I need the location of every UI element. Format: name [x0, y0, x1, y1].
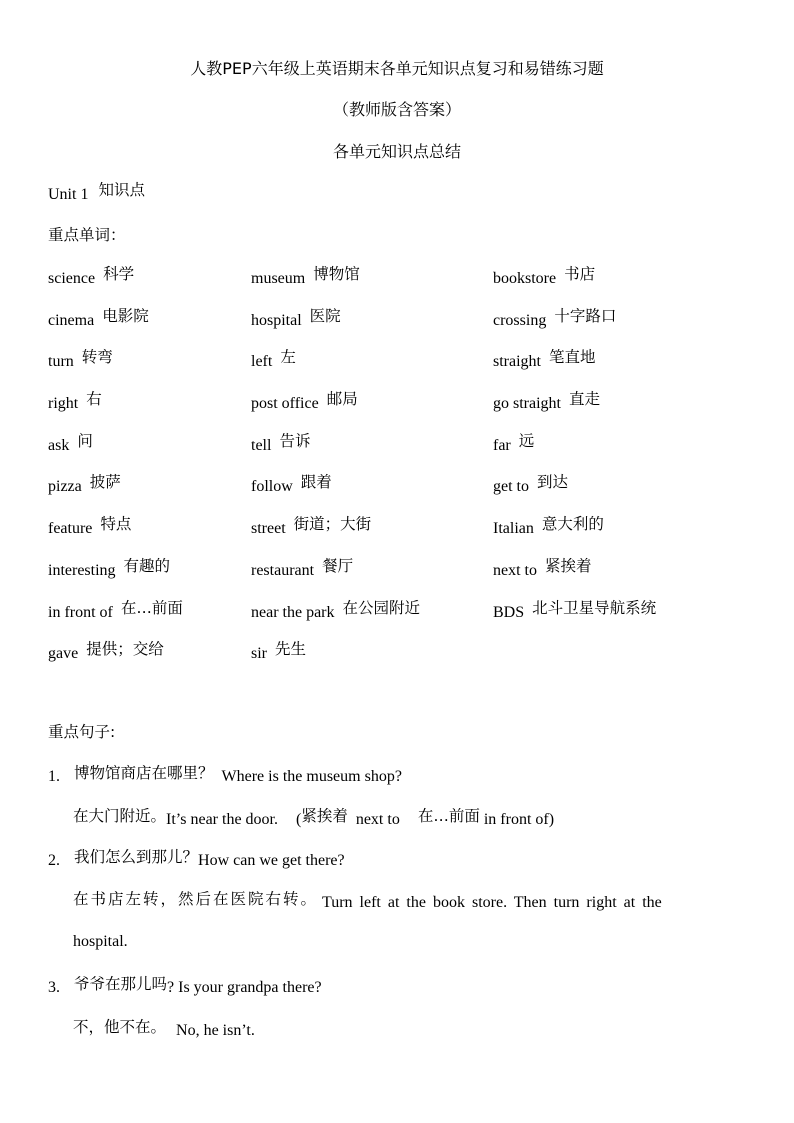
- vocab-word-en: science: [48, 270, 96, 287]
- sentence-1-answer: [73, 807, 554, 829]
- vocab-word-zh: 紧挨着: [545, 556, 592, 575]
- vocab-word-zh: 先生: [275, 640, 307, 659]
- vocab-word-zh: 左: [280, 348, 296, 367]
- vocab-word-zh: 笔直地: [549, 348, 596, 367]
- answer-en: Turn left at the book store. Then turn right at the: [322, 894, 662, 911]
- vocab-word-en: near the park: [251, 603, 335, 621]
- vocab-item: [48, 641, 164, 663]
- vocab-word-zh: 转弯: [81, 348, 113, 367]
- vocab-word-en: gave: [48, 645, 79, 663]
- vocab-word-en: Italian: [493, 520, 534, 538]
- vocab-word-en: bookstore: [493, 270, 557, 287]
- sentence-2-question: [48, 848, 345, 870]
- answer-en: It’s near the door.: [166, 811, 278, 828]
- unit-label: Unit 1: [48, 186, 89, 203]
- vocab-list: [0, 262, 794, 679]
- vocab-word-en: hospital: [251, 311, 302, 329]
- note-open: (: [295, 811, 302, 828]
- vocab-word-en: in front of: [48, 603, 113, 621]
- vocab-word-en: next to: [493, 561, 537, 579]
- vocab-word-zh: 跟着: [300, 473, 332, 492]
- vocab-row: [0, 554, 794, 596]
- note-en-2: in front of): [483, 811, 555, 828]
- page-subtitle: （教师版含答案）: [332, 100, 461, 119]
- vocab-row: [0, 637, 794, 679]
- vocab-row: [0, 345, 794, 387]
- vocab-word-zh: 告诉: [279, 431, 311, 450]
- unit-heading: [48, 182, 145, 204]
- vocab-item: [493, 600, 656, 622]
- question-en: Where is the museum shop?: [221, 768, 402, 785]
- words-heading: 重点单词：: [48, 226, 126, 244]
- sentence-number: 3.: [48, 979, 60, 996]
- vocab-word-en: go straight: [493, 395, 561, 413]
- vocab-row: [0, 596, 794, 638]
- vocab-item: [48, 433, 93, 455]
- note-zh-1: 紧挨着: [301, 807, 348, 825]
- vocab-item: [251, 433, 310, 455]
- answer-zh: 在大门附近。: [73, 807, 167, 825]
- vocab-item: [493, 558, 592, 580]
- answer-en-cont: hospital.: [73, 933, 128, 950]
- vocab-row: [0, 387, 794, 429]
- vocab-word-zh: 科学: [103, 265, 135, 283]
- sentence-number: 1.: [48, 768, 60, 785]
- vocab-word-en: BDS: [493, 603, 525, 621]
- vocab-word-en: left: [251, 353, 273, 371]
- vocab-word-en: pizza: [48, 478, 82, 496]
- vocab-word-zh: 右: [86, 390, 102, 409]
- vocab-word-en: crossing: [493, 311, 547, 329]
- vocab-item: [493, 308, 616, 330]
- answer-zh: 在书店左转，然后在医院右转。: [73, 890, 319, 908]
- vocab-word-zh: 问: [77, 431, 93, 450]
- vocab-word-en: post office: [251, 395, 319, 413]
- sentences-heading: 重点句子:: [48, 723, 116, 741]
- vocab-word-en: turn: [48, 353, 74, 371]
- vocab-row: [0, 512, 794, 554]
- vocab-word-zh: 十字路口: [554, 306, 617, 325]
- vocab-word-zh: 邮局: [326, 390, 358, 409]
- vocab-row: [0, 262, 794, 304]
- vocab-item: [48, 349, 113, 371]
- vocab-word-en: follow: [251, 478, 293, 496]
- answer-en: No, he isn’t.: [176, 1022, 255, 1039]
- vocab-row: [0, 429, 794, 471]
- vocab-row: [0, 470, 794, 512]
- vocab-word-en: straight: [493, 353, 541, 371]
- vocab-word-en: cinema: [48, 311, 95, 329]
- vocab-item: [493, 433, 534, 455]
- vocab-word-en: get to: [493, 478, 529, 496]
- vocab-item: [251, 641, 306, 663]
- vocab-word-zh: 提供；交给: [86, 640, 164, 659]
- note-en-1: next to: [355, 811, 400, 828]
- vocab-word-zh: 书店: [564, 265, 596, 283]
- vocab-word-en: street: [251, 520, 286, 538]
- vocab-word-en: sir: [251, 645, 267, 663]
- sentence-3-question: [48, 975, 322, 997]
- vocab-word-zh: 餐厅: [322, 556, 354, 575]
- page-title: 人教PEP六年级上英语期末各单元知识点复习和易错练习题: [190, 59, 604, 78]
- vocab-word-zh: 特点: [100, 515, 132, 534]
- vocab-word-zh: 有趣的: [123, 556, 171, 575]
- vocab-word-zh: 披萨: [89, 473, 121, 492]
- vocab-item: [48, 474, 121, 496]
- vocab-word-zh: 博物馆: [313, 265, 360, 283]
- vocab-item: [493, 266, 595, 288]
- vocab-item: [251, 474, 332, 496]
- vocab-item: [48, 558, 170, 580]
- sentence-2-answer: [73, 890, 747, 912]
- vocab-item: [251, 516, 371, 538]
- vocab-item: [493, 391, 600, 413]
- vocab-item: [48, 308, 149, 330]
- sentence-2-answer-cont: [73, 933, 128, 951]
- vocab-item: [493, 516, 604, 538]
- vocab-item: [48, 516, 131, 538]
- vocab-word-en: right: [48, 395, 79, 413]
- vocab-word-en: interesting: [48, 561, 116, 579]
- sentence-3-answer: [73, 1018, 255, 1040]
- vocab-word-zh: 街道；大街: [293, 515, 372, 534]
- vocab-item: [251, 600, 420, 622]
- vocab-item: [48, 600, 183, 622]
- question-zh: 爷爷在那儿吗: [74, 975, 168, 993]
- vocab-word-zh: 在…前面: [120, 598, 183, 617]
- vocab-word-en: feature: [48, 520, 93, 538]
- unit-label-zh: 知识点: [98, 181, 145, 199]
- sentence-number: 2.: [48, 852, 60, 869]
- vocab-word-en: far: [493, 436, 511, 454]
- vocab-item: [48, 266, 134, 288]
- vocab-item: [251, 308, 341, 330]
- question-zh: 我们怎么到那儿？: [74, 848, 199, 866]
- sentence-1-question: [48, 764, 402, 786]
- vocab-item: [251, 558, 353, 580]
- vocab-word-en: ask: [48, 436, 70, 454]
- vocab-word-zh: 远: [518, 431, 535, 450]
- vocab-item: [251, 266, 360, 288]
- vocab-word-zh: 在公园附近: [342, 598, 421, 617]
- vocab-item: [48, 391, 102, 413]
- vocab-item: [251, 391, 358, 413]
- vocab-word-en: restaurant: [251, 561, 315, 579]
- vocab-word-zh: 直走: [569, 390, 601, 409]
- question-en: How can we get there?: [198, 852, 345, 869]
- question-en: ? Is your grandpa there?: [167, 979, 322, 996]
- vocab-word-zh: 意大利的: [541, 515, 604, 534]
- vocab-item: [251, 349, 296, 371]
- question-zh: 博物馆商店在哪里？: [74, 764, 214, 782]
- vocab-item: [493, 474, 568, 496]
- vocab-word-en: tell: [251, 436, 272, 454]
- vocab-item: [493, 349, 596, 371]
- vocab-word-en: museum: [251, 270, 306, 287]
- vocab-word-zh: 电影院: [102, 306, 149, 325]
- vocab-word-zh: 到达: [537, 473, 569, 492]
- vocab-word-zh: 北斗卫星导航系统: [532, 598, 657, 617]
- note-zh-2: 在…前面: [417, 807, 480, 825]
- vocab-word-zh: 医院: [309, 306, 341, 325]
- answer-zh: 不，他不在。: [73, 1018, 167, 1036]
- section-title: 各单元知识点总结: [332, 142, 461, 161]
- vocab-row: [0, 304, 794, 346]
